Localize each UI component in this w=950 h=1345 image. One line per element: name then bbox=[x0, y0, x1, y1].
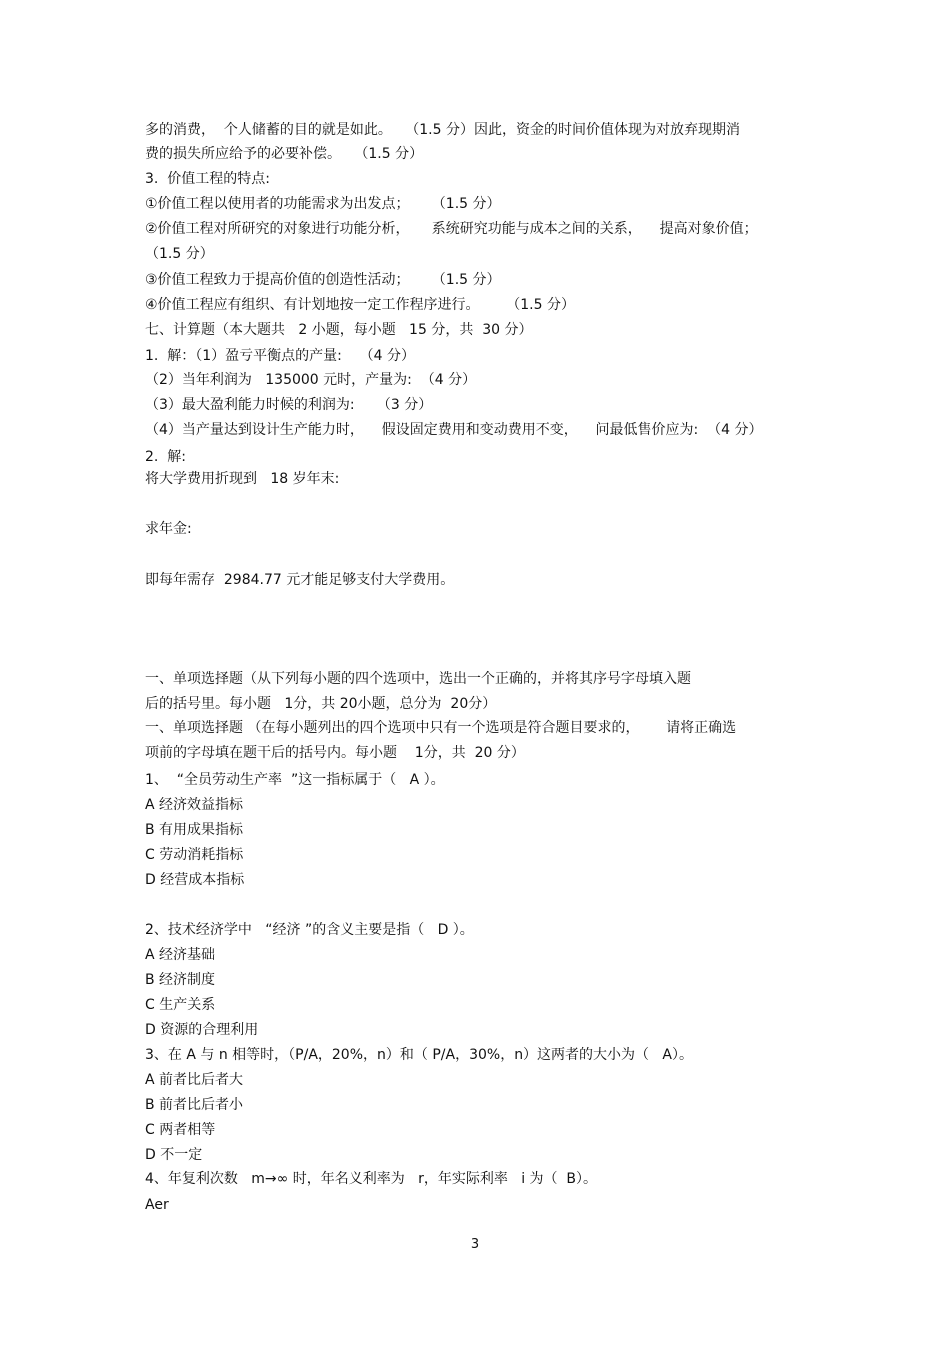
option-text: D 经营成本指标 bbox=[145, 872, 245, 888]
page-number: 3 bbox=[470, 1237, 480, 1252]
option-text: B 经济制度 bbox=[145, 972, 216, 988]
text-line: 1. 解：（1）盈亏平衡点的产量: （4 分） bbox=[145, 348, 416, 364]
text-line: ①价值工程以使用者的功能需求为出发点； （1.5 分） bbox=[145, 196, 501, 212]
text-line: 即每年需存 2984.77 元才能足够支付大学费用。 bbox=[145, 572, 455, 588]
question-text: 2、技术经济学中 “经济 ”的含义主要是指（ D ）。 bbox=[145, 922, 474, 938]
question-text: 1、 “全员劳动生产率 ”这一指标属于（ A ）。 bbox=[145, 772, 445, 788]
section-heading: 一、单项选择题 （在每小题列出的四个选项中只有一个选项是符合题目要求的， 请将正确选 bbox=[145, 720, 737, 736]
option-text: A 前者比后者大 bbox=[145, 1072, 244, 1088]
text-line: 项前的字母填在题干后的括号内。每小题 1分，共 20 分） bbox=[145, 745, 525, 761]
text-line: 求年金: bbox=[145, 521, 192, 537]
option-text: C 两者相等 bbox=[145, 1122, 216, 1138]
text-line: ②价值工程对所研究的对象进行功能分析， 系统研究功能与成本之间的关系， 提高对象价值； bbox=[145, 221, 758, 237]
text-line: 费的损失所应给予的必要补偿。 （1.5 分） bbox=[145, 146, 424, 162]
text-line: ④价值工程应有组织、有计划地按一定工作程序进行。 （1.5 分） bbox=[145, 297, 575, 313]
section-heading: 七、计算题（本大题共 2 小题，每小题 15 分，共 30 分） bbox=[145, 322, 533, 338]
option-text: B 有用成果指标 bbox=[145, 822, 244, 838]
option-text: B 前者比后者小 bbox=[145, 1097, 244, 1113]
text-line: 2. 解: bbox=[145, 449, 186, 465]
text-line: ③价值工程致力于提高价值的创造性活动； （1.5 分） bbox=[145, 272, 501, 288]
text-line: 后的括号里。每小题 1分，共 20小题，总分为 20分） bbox=[145, 696, 497, 712]
text-line: 多的消费， 个人储蓄的目的就是如此。 （1.5 分）因此，资金的时间价值体现为对放弃现期消 bbox=[145, 122, 740, 138]
question-text: 4、年复利次数 m→∞ 时，年名义利率为 r，年实际利率 i 为（ B）。 bbox=[145, 1171, 598, 1187]
option-text: D 不一定 bbox=[145, 1147, 203, 1163]
text-line: 将大学费用折现到 18 岁年末: bbox=[145, 471, 340, 487]
option-text: Aer bbox=[145, 1197, 169, 1213]
option-text: A 经济效益指标 bbox=[145, 797, 244, 813]
text-line: （3）最大盈利能力时候的利润为: （3 分） bbox=[145, 397, 433, 413]
question-text: 3、在 A 与 n 相等时，（P/A，20%，n）和（ P/A，30%，n）这两者的大小为（ A）。 bbox=[145, 1047, 693, 1063]
section-heading: 一、单项选择题（从下列每小题的四个选项中，选出一个正确的，并将其序号字母填入题 bbox=[145, 671, 691, 687]
option-text: C 生产关系 bbox=[145, 997, 216, 1013]
text-line: （2）当年利润为 135000 元时，产量为: （4 分） bbox=[145, 372, 477, 388]
text-line: （1.5 分） bbox=[145, 246, 214, 262]
option-text: A 经济基础 bbox=[145, 947, 216, 963]
option-text: D 资源的合理利用 bbox=[145, 1022, 259, 1038]
text-line: 3. 价值工程的特点: bbox=[145, 171, 270, 187]
text-line: （4）当产量达到设计生产能力时， 假设固定费用和变动费用不变， 问最低售价应为: （4 分） bbox=[145, 422, 763, 438]
option-text: C 劳动消耗指标 bbox=[145, 847, 244, 863]
